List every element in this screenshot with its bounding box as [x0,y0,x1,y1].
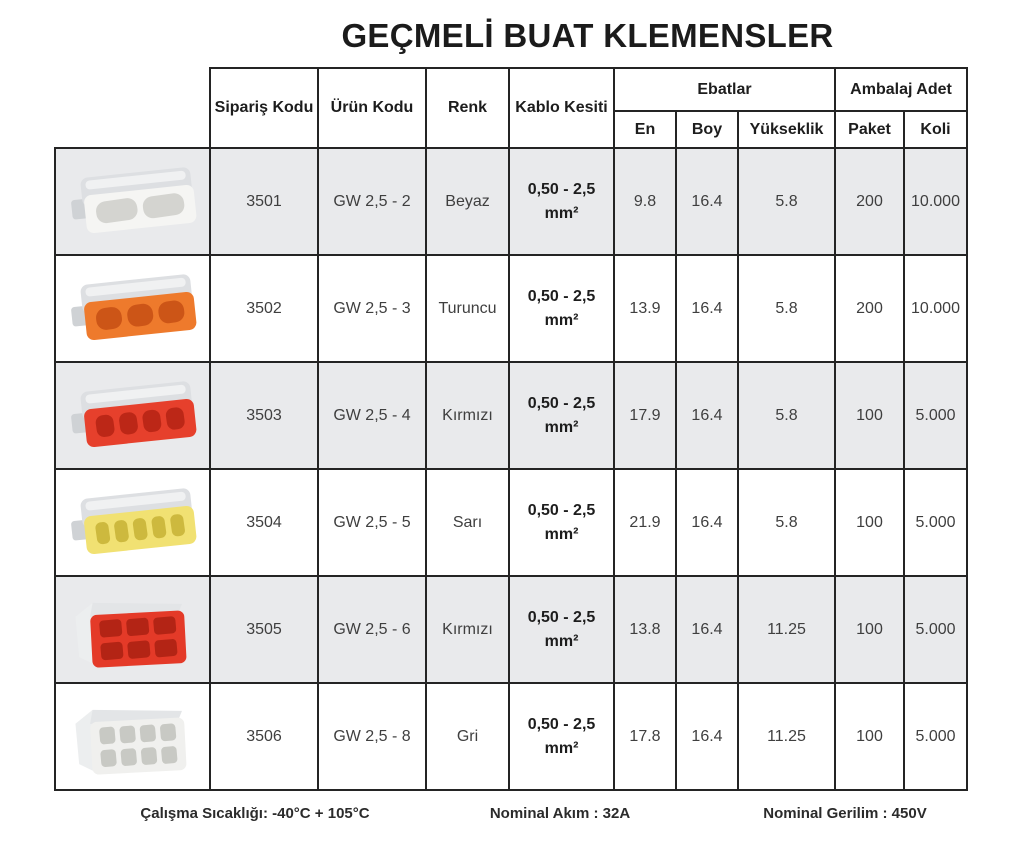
product-image-cell [55,683,210,790]
product-spec-table [54,67,968,791]
kablo-kesiti-value: 0,50 - 2,5 mm² [509,255,614,362]
header-en: En [614,111,676,148]
yukseklik-value: 5.8 [738,469,835,576]
urun-kodu-value: GW 2,5 - 4 [318,362,426,469]
en-value: 13.8 [614,576,676,683]
en-value: 17.9 [614,362,676,469]
kablo-kesiti-value: 0,50 - 2,5 mm² [509,148,614,255]
table-corner-spacer [55,68,210,148]
paket-value: 100 [835,469,904,576]
boy-value: 16.4 [676,148,738,255]
siparis-kodu-value: 3506 [210,683,318,790]
renk-value: Sarı [426,469,509,576]
kablo-kesiti-value: 0,50 - 2,5 mm² [509,469,614,576]
siparis-kodu-value: 3501 [210,148,318,255]
header-boy: Boy [676,111,738,148]
table-row [55,576,967,683]
boy-value: 16.4 [676,362,738,469]
header-koli: Koli [904,111,967,148]
product-image-cell [55,148,210,255]
en-value: 13.9 [614,255,676,362]
connector-product-photo [58,260,207,358]
header-yukseklik: Yükseklik [738,111,835,148]
connector-product-photo [58,153,207,251]
connector-product-photo [58,581,207,679]
koli-value: 5.000 [904,469,967,576]
boy-value: 16.4 [676,255,738,362]
renk-value: Kırmızı [426,576,509,683]
yukseklik-value: 11.25 [738,576,835,683]
renk-value: Turuncu [426,255,509,362]
paket-value: 100 [835,576,904,683]
renk-value: Gri [426,683,509,790]
product-image-cell [55,362,210,469]
page-title: GEÇMELİ BUAT KLEMENSLER [341,17,834,54]
siparis-kodu-value: 3504 [210,469,318,576]
en-value: 17.8 [614,683,676,790]
operating-temperature-label: Çalışma Sıcaklığı: -40°C + 105°C [140,805,370,822]
connector-product-photo [58,367,207,465]
table-row [55,469,967,576]
header-ebatlar: Ebatlar [614,68,835,111]
boy-value: 16.4 [676,469,738,576]
koli-value: 10.000 [904,148,967,255]
en-value: 9.8 [614,148,676,255]
header-renk: Renk [426,68,509,148]
koli-value: 5.000 [904,576,967,683]
boy-value: 16.4 [676,683,738,790]
paket-value: 100 [835,362,904,469]
yukseklik-value: 11.25 [738,683,835,790]
header-siparis-kodu: Sipariş Kodu [210,68,318,148]
product-image-cell [55,469,210,576]
yukseklik-value: 5.8 [738,148,835,255]
en-value: 21.9 [614,469,676,576]
connector-product-photo [58,688,207,786]
paket-value: 100 [835,683,904,790]
renk-value: Kırmızı [426,362,509,469]
table-row [55,148,967,255]
table-row [55,683,967,790]
header-kablo-kesiti: Kablo Kesiti [509,68,614,148]
koli-value: 5.000 [904,683,967,790]
nominal-voltage-label: Nominal Gerilim : 450V [763,805,927,822]
table-row [55,362,967,469]
urun-kodu-value: GW 2,5 - 2 [318,148,426,255]
koli-value: 10.000 [904,255,967,362]
renk-value: Beyaz [426,148,509,255]
nominal-current-label: Nominal Akım : 32A [489,805,631,822]
urun-kodu-value: GW 2,5 - 8 [318,683,426,790]
urun-kodu-value: GW 2,5 - 6 [318,576,426,683]
table-row [55,255,967,362]
koli-value: 5.000 [904,362,967,469]
kablo-kesiti-value: 0,50 - 2,5 mm² [509,362,614,469]
paket-value: 200 [835,255,904,362]
header-urun-kodu: Ürün Kodu [318,68,426,148]
header-ambalaj-adet: Ambalaj Adet [835,68,967,111]
paket-value: 200 [835,148,904,255]
connector-product-photo [58,474,207,572]
yukseklik-value: 5.8 [738,362,835,469]
boy-value: 16.4 [676,576,738,683]
product-image-cell [55,576,210,683]
kablo-kesiti-value: 0,50 - 2,5 mm² [509,576,614,683]
kablo-kesiti-value: 0,50 - 2,5 mm² [509,683,614,790]
header-paket: Paket [835,111,904,148]
yukseklik-value: 5.8 [738,255,835,362]
urun-kodu-value: GW 2,5 - 5 [318,469,426,576]
siparis-kodu-value: 3505 [210,576,318,683]
urun-kodu-value: GW 2,5 - 3 [318,255,426,362]
siparis-kodu-value: 3502 [210,255,318,362]
siparis-kodu-value: 3503 [210,362,318,469]
product-image-cell [55,255,210,362]
